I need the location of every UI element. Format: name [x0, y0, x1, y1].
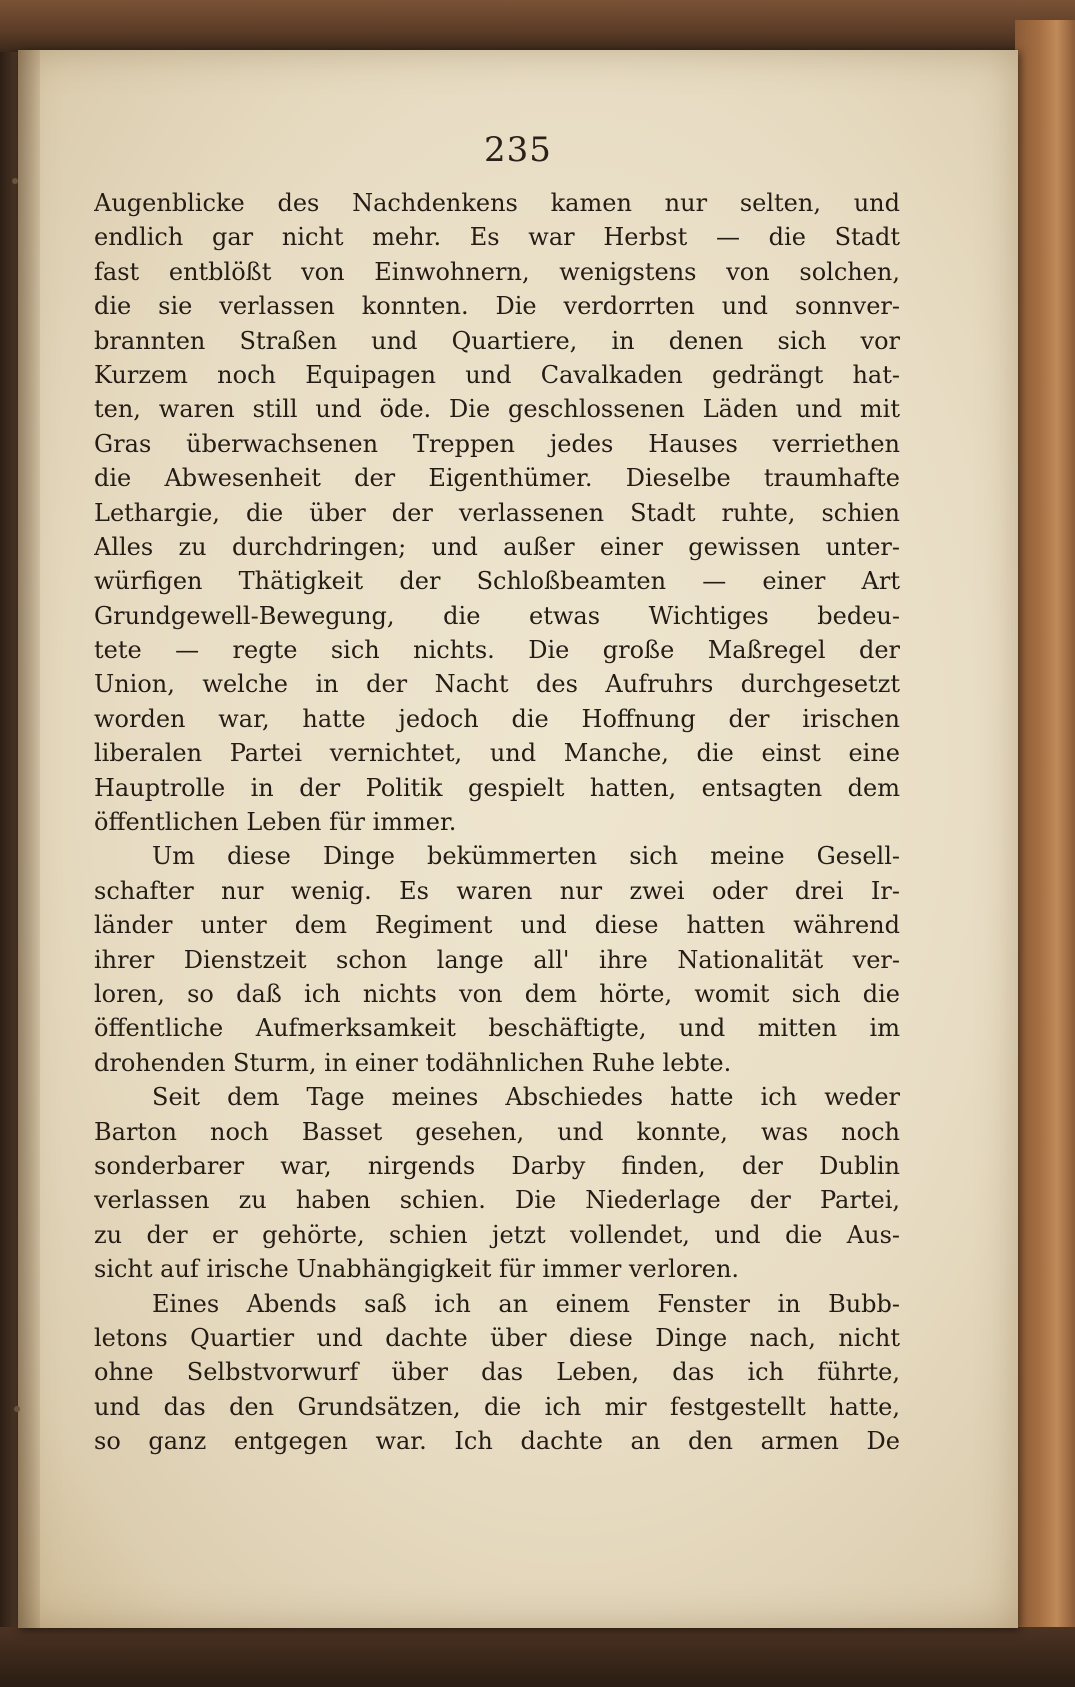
book-cover-bottom-edge [0, 1627, 1075, 1687]
paper-page [18, 50, 1018, 1628]
text-line: und das den Grundsätzen, die ich mir festgestellt hatte, [94, 1392, 900, 1421]
text-line: Seit dem Tage meines Abschiedes hatte ich weder [152, 1083, 900, 1112]
text-line: Alles zu durchdringen; und außer einer gewissen unter- [94, 532, 900, 561]
text-line: Kurzem noch Equipagen und Cavalkaden gedrängt hat- [94, 360, 900, 389]
text-line: öffentlichen Leben für immer. [94, 808, 457, 837]
body-text [94, 186, 900, 1458]
text-line: so ganz entgegen war. Ich dachte an den armen De [94, 1427, 900, 1456]
text-line: letons Quartier und dachte über diese Dinge nach, nicht [94, 1323, 900, 1352]
text-line: Eines Abends saß ich an einem Fenster in Bubb- [152, 1289, 900, 1318]
text-line: die sie verlassen konnten. Die verdorrten und sonnver- [94, 292, 900, 321]
stain-mark [14, 1406, 20, 1412]
text-line: ohne Selbstvorwurf über das Leben, das ich führte, [94, 1358, 900, 1387]
text-line: Hauptrolle in der Politik gespielt hatten, entsagten dem [94, 773, 900, 802]
text-line: Lethargie, die über der verlassenen Stadt ruhte, schien [94, 498, 900, 527]
text-line: sicht auf irische Unabhängigkeit für immer verloren. [94, 1255, 740, 1284]
text-line: drohenden Sturm, in einer todähnlichen Ruhe lebte. [94, 1048, 732, 1077]
text-line: Barton noch Basset gesehen, und konnte, was noch [94, 1117, 900, 1146]
text-line: Union, welche in der Nacht des Aufruhrs durchgesetzt [94, 670, 900, 699]
text-line: Gras überwachsenen Treppen jedes Hauses verriethen [94, 429, 900, 458]
stain-mark [12, 178, 18, 184]
text-line: zu der er gehörte, schien jetzt vollendet, und die Aus- [94, 1220, 900, 1249]
text-line: ten, waren still und öde. Die geschlossenen Läden und mit [94, 395, 900, 424]
book-cover-right-edge [1015, 20, 1075, 1687]
text-line: endlich gar nicht mehr. Es war Herbst — die Stadt [94, 223, 900, 252]
text-line: die Abwesenheit der Eigenthümer. Dieselbe traumhafte [94, 464, 900, 493]
book-cover-top-edge [0, 0, 1075, 52]
page-gutter [18, 50, 40, 1628]
text-line: würfigen Thätigkeit der Schloßbeamten — einer Art [94, 567, 900, 596]
text-line: Um diese Dinge bekümmerten sich meine Gesell- [152, 842, 900, 871]
text-line: ihrer Dienstzeit schon lange all' ihre Nationalität ver- [94, 945, 900, 974]
text-line: öffentliche Aufmerksamkeit beschäftigte, und mitten im [94, 1014, 900, 1043]
text-line: fast entblößt von Einwohnern, wenigstens von solchen, [94, 257, 900, 286]
text-line: schafter nur wenig. Es waren nur zwei oder drei Ir- [94, 876, 900, 905]
page-number: 235 [484, 130, 552, 170]
text-line: verlassen zu haben schien. Die Niederlage der Partei, [94, 1186, 900, 1215]
text-line: länder unter dem Regiment und diese hatten während [94, 911, 900, 940]
text-line: brannten Straßen und Quartiere, in denen sich vor [94, 326, 900, 355]
text-line: sonderbarer war, nirgends Darby finden, der Dublin [94, 1151, 900, 1180]
text-line: liberalen Partei vernichtet, und Manche, die einst eine [94, 739, 900, 768]
text-line: Grundgewell-Bewegung, die etwas Wichtiges bedeu- [94, 601, 900, 630]
text-line: tete — regte sich nichts. Die große Maßregel der [94, 636, 900, 665]
text-line: loren, so daß ich nichts von dem hörte, womit sich die [94, 979, 900, 1008]
text-line: Augenblicke des Nachdenkens kamen nur selten, und [94, 189, 900, 217]
text-line: worden war, hatte jedoch die Hoffnung der irischen [94, 704, 900, 733]
